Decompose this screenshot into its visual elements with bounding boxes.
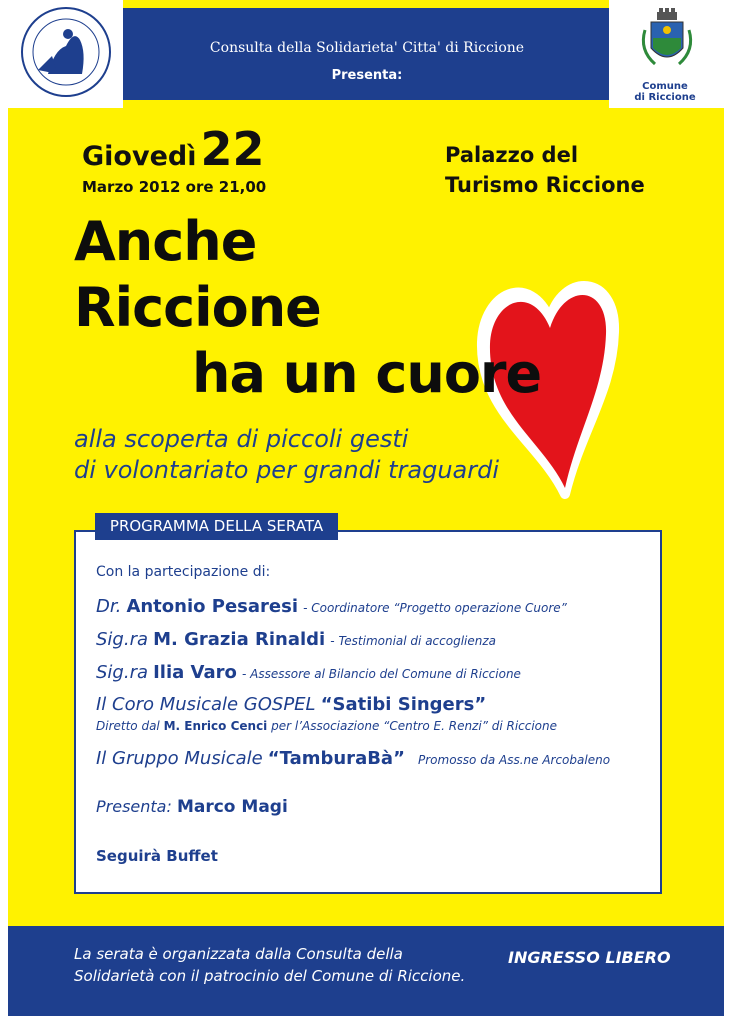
participant-5 xyxy=(96,748,610,769)
footer-text xyxy=(74,943,465,987)
presents-label: Presenta: xyxy=(331,68,403,83)
participant-3 xyxy=(96,662,521,683)
participant-4-prefix: Il Coro Musicale GOSPEL xyxy=(96,694,316,715)
event-venue xyxy=(445,140,645,200)
participant-5-prefix: Il Gruppo Musicale xyxy=(96,748,263,769)
participant-3-name: Ilia Varo xyxy=(153,662,237,683)
comune-label-line1: Comune xyxy=(642,81,688,92)
event-date-time: Marzo 2012 ore 21,00 xyxy=(82,178,267,196)
program-intro: Con la partecipazione di: xyxy=(96,564,271,580)
title-line1: Anche xyxy=(74,210,257,273)
participant-5-role: Promosso da Ass.ne Arcobaleno xyxy=(418,753,611,767)
title-line3: ha un cuore xyxy=(192,342,542,405)
title-line2: Riccione xyxy=(74,276,321,339)
day-number: 22 xyxy=(200,122,265,176)
subtitle-line2: di volontariato per grandi traguardi xyxy=(74,456,500,484)
consulta-logo xyxy=(8,0,123,108)
participant-3-role: - Assessore al Bilancio del Comune di Riccione xyxy=(242,667,521,681)
event-day xyxy=(82,122,264,176)
participant-4-director: M. Enrico Cenci xyxy=(163,719,268,733)
participant-3-title: Sig.ra xyxy=(96,662,149,683)
venue-line1: Palazzo del xyxy=(445,143,579,167)
participant-4-sub-post: per l’Associazione “Centro E. Renzi” di Riccione xyxy=(271,719,558,733)
host-label: Presenta: xyxy=(96,797,172,816)
organizer-name: Consulta della Solidarieta' Citta' di Riccione xyxy=(209,40,525,56)
host-name: Marco Magi xyxy=(176,797,288,817)
program-heading: PROGRAMMA DELLA SERATA xyxy=(95,513,338,540)
day-name: Giovedì xyxy=(82,141,197,172)
participant-5-name: “TamburaBà” xyxy=(267,748,405,769)
free-entry-label: INGRESSO LIBERO xyxy=(508,948,671,967)
participant-1-name: Antonio Pesaresi xyxy=(126,596,298,617)
participant-4 xyxy=(96,694,486,715)
footer-line2: Solidarietà con il patrocinio del Comune di Riccione. xyxy=(74,967,466,985)
subtitle xyxy=(74,424,499,486)
participant-4-sub-pre: Diretto dal xyxy=(96,719,160,733)
footer-line1: La serata è organizzata dalla Consulta della xyxy=(74,945,403,963)
participant-2-name: M. Grazia Rinaldi xyxy=(153,629,326,650)
consulta-seal-icon xyxy=(8,0,123,108)
participant-1-title: Dr. xyxy=(96,596,122,617)
coat-of-arms-icon xyxy=(609,0,725,80)
participant-2-role: - Testimonial di accoglienza xyxy=(330,634,497,648)
comune-label xyxy=(620,81,710,103)
participant-2-title: Sig.ra xyxy=(96,629,149,650)
participant-2 xyxy=(96,629,496,650)
participant-1 xyxy=(96,596,567,617)
participant-4-detail xyxy=(96,719,557,733)
host xyxy=(96,797,288,817)
buffet-note: Seguirà Buffet xyxy=(96,847,218,865)
subtitle-line1: alla scoperta di piccoli gesti xyxy=(74,425,409,453)
venue-line2: Turismo Riccione xyxy=(445,173,645,197)
participant-4-name: “Satibi Singers” xyxy=(320,694,487,715)
participant-1-role: - Coordinatore “Progetto operazione Cuore” xyxy=(303,601,567,615)
comune-label-line2: di Riccione xyxy=(634,92,696,103)
